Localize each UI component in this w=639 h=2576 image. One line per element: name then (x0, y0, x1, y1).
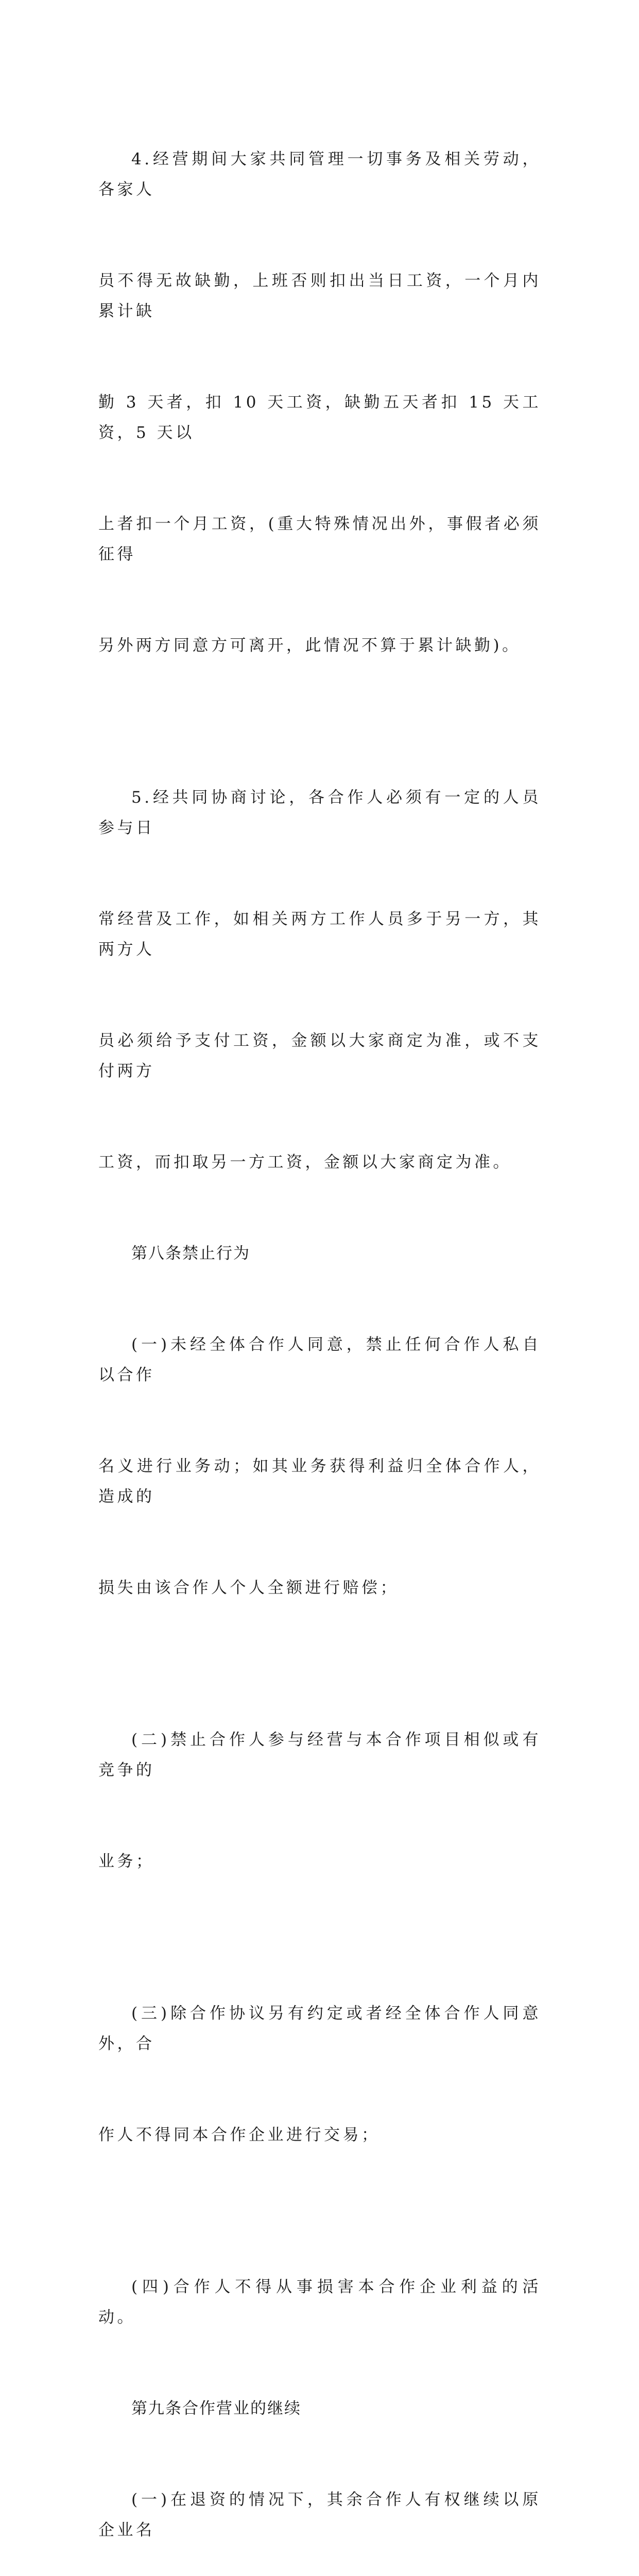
text-line: 上者扣一个月工资，(重大特殊情况出外，事假者必须征得 (98, 515, 541, 564)
heading-text: 第八条禁止行为 (131, 1244, 250, 1263)
text-line: 工资，而扣取另一方工资，金额以大家商定为准。 (98, 1153, 512, 1172)
paragraph-article-7-item-4 (98, 83, 541, 722)
text-line: 员不得无故缺勤，上班否则扣出当日工资，一个月内累计缺 (98, 272, 541, 320)
article-9-heading (98, 2394, 541, 2424)
text-line: (一)未经全体合作人同意，禁止任何合作人私自以合作 (98, 1335, 541, 1384)
text-line: 常经营及工作，如相关两方工作人员多于另一方，其两方人 (98, 910, 541, 959)
text-line: 损失由该合作人个人全额进行赔偿； (98, 1579, 399, 1597)
text-line: 员必须给予支付工资，金额以大家商定为准，或不支付两方 (98, 1031, 541, 1080)
text-line: 4.经营期间大家共同管理一切事务及相关劳动，各家人 (98, 150, 541, 199)
text-line: (二)禁止合作人参与经营与本合作项目相似或有竞争的 (98, 1731, 541, 1780)
paragraph-article-8-item-4 (98, 2211, 541, 2394)
text-line: 勤 3 天者，扣 10 天工资，缺勤五天者扣 15 天工资，5 天以 (98, 393, 541, 442)
heading-text: 第九条合作营业的继续 (131, 2399, 301, 2418)
text-line: (三)除合作协议另有约定或者经全体合作人同意外，合 (98, 2004, 541, 2053)
article-8-heading (98, 1239, 541, 1269)
text-line: 5.经共同协商讨论，各合作人必须有一定的人员参与日 (98, 788, 541, 837)
paragraph-article-7-item-5 (98, 722, 541, 1239)
paragraph-article-8-item-1 (98, 1269, 541, 1664)
text-line: 名义进行业务动；如其业务获得利益归全体合作人，造成的 (98, 1457, 541, 1506)
text-line: (一)在退资的情况下，其余合作人有权继续以原企业名 (98, 2490, 541, 2539)
paragraph-article-8-item-2 (98, 1664, 541, 1938)
document-body (98, 83, 541, 2576)
paragraph-article-8-item-3 (98, 1938, 541, 2211)
text-line: 另外两方同意方可离开，此情况不算于累计缺勤)。 (98, 636, 521, 655)
text-line: (四)合作人不得从事损害本合作企业利益的活动。 (98, 2278, 541, 2327)
text-line: 作人不得同本合作企业进行交易； (98, 2126, 381, 2144)
paragraph-article-9-item-1 (98, 2424, 541, 2576)
text-line: 业务； (98, 1852, 155, 1871)
